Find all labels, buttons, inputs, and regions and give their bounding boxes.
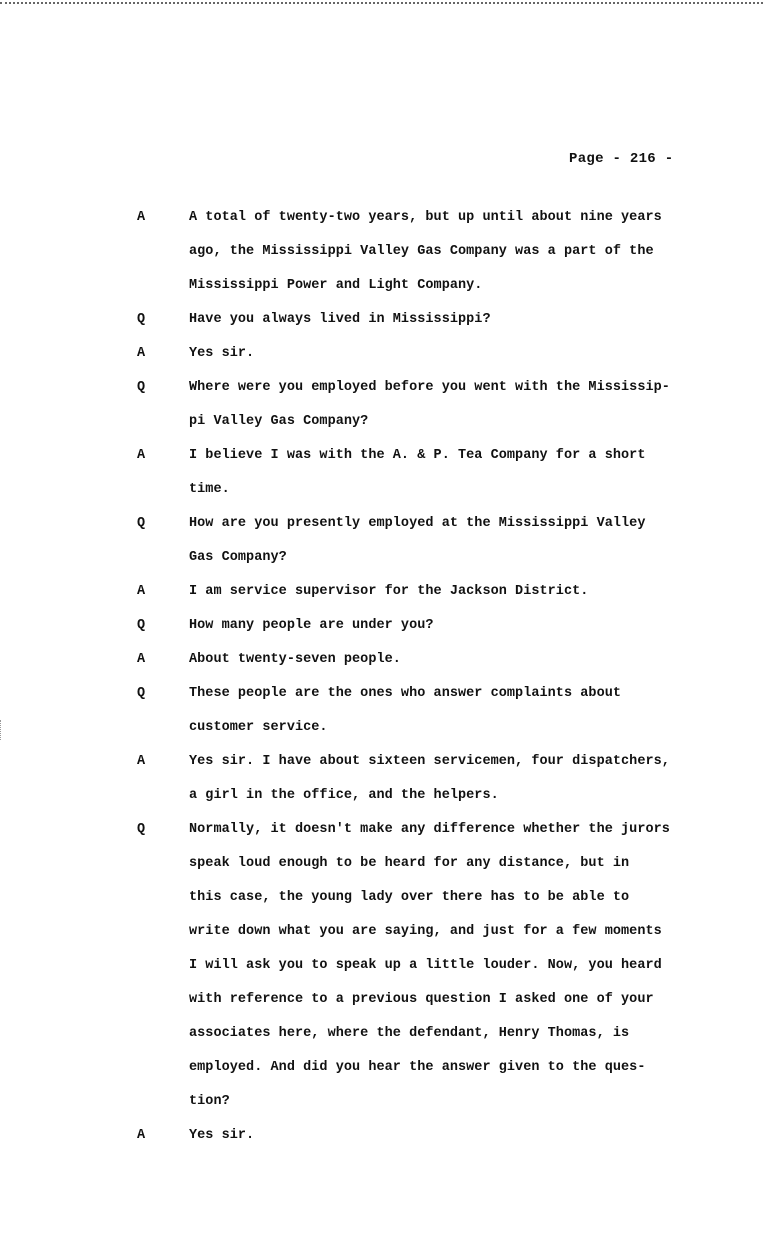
top-border-rule xyxy=(0,2,763,4)
transcript-entry xyxy=(0,609,763,643)
transcript-body xyxy=(0,201,763,1153)
transcript-entry xyxy=(0,745,763,813)
speaker-label: A xyxy=(137,1128,146,1143)
speaker-label: Q xyxy=(137,618,146,633)
transcript-entry xyxy=(0,507,763,575)
transcript-entry xyxy=(0,813,763,1119)
entry-text: I am service supervisor for the Jackson District. xyxy=(189,584,589,599)
entry-text: Where were you employed before you went with the Mississip- pi Valley Gas Company? xyxy=(189,380,670,429)
entry-text: Normally, it doesn't make any difference whether the jurors speak loud enough to be heard for any distance, but in this case, the young lady over there has to be able to write down what you are saying, and just for a few moments I will ask you to speak up a little louder. Now, you heard with reference to a previous question I asked one of your associates here, where the defendant, Henry Thomas, is employed. And did you hear the answer given to the ques- tion? xyxy=(189,822,670,1109)
entry-text: I believe I was with the A. & P. Tea Company for a short time. xyxy=(189,448,646,497)
entry-text: Yes sir. I have about sixteen servicemen, four dispatchers, a girl in the office, and the helpers. xyxy=(189,754,670,803)
entry-text: Yes sir. xyxy=(189,346,255,361)
speaker-label: A xyxy=(137,584,146,599)
page-number: Page - 216 - xyxy=(569,151,674,167)
speaker-label: Q xyxy=(137,686,146,701)
speaker-label: A xyxy=(137,346,146,361)
speaker-label: Q xyxy=(137,516,146,531)
speaker-label: A xyxy=(137,754,146,769)
entry-text: Yes sir. xyxy=(189,1128,255,1143)
speaker-label: Q xyxy=(137,312,146,327)
speaker-label: Q xyxy=(137,380,146,395)
speaker-label: Q xyxy=(137,822,146,837)
entry-text: Have you always lived in Mississippi? xyxy=(189,312,491,327)
speaker-label: A xyxy=(137,448,146,463)
entry-text: About twenty-seven people. xyxy=(189,652,401,667)
entry-text: These people are the ones who answer complaints about customer service. xyxy=(189,686,622,735)
transcript-entry xyxy=(0,439,763,507)
transcript-entry xyxy=(0,371,763,439)
transcript-entry xyxy=(0,1119,763,1153)
entry-text: A total of twenty-two years, but up until about nine years ago, the Mississippi Valley Gas Company was a part of the Mississippi Power and Light Company. xyxy=(189,210,662,293)
transcript-entry xyxy=(0,303,763,337)
transcript-entry xyxy=(0,575,763,609)
transcript-entry xyxy=(0,643,763,677)
transcript-entry xyxy=(0,677,763,745)
transcript-entry xyxy=(0,201,763,303)
entry-text: How many people are under you? xyxy=(189,618,434,633)
speaker-label: A xyxy=(137,652,146,667)
transcript-entry xyxy=(0,337,763,371)
entry-text: How are you presently employed at the Mississippi Valley Gas Company? xyxy=(189,516,646,565)
speaker-label: A xyxy=(137,210,146,225)
